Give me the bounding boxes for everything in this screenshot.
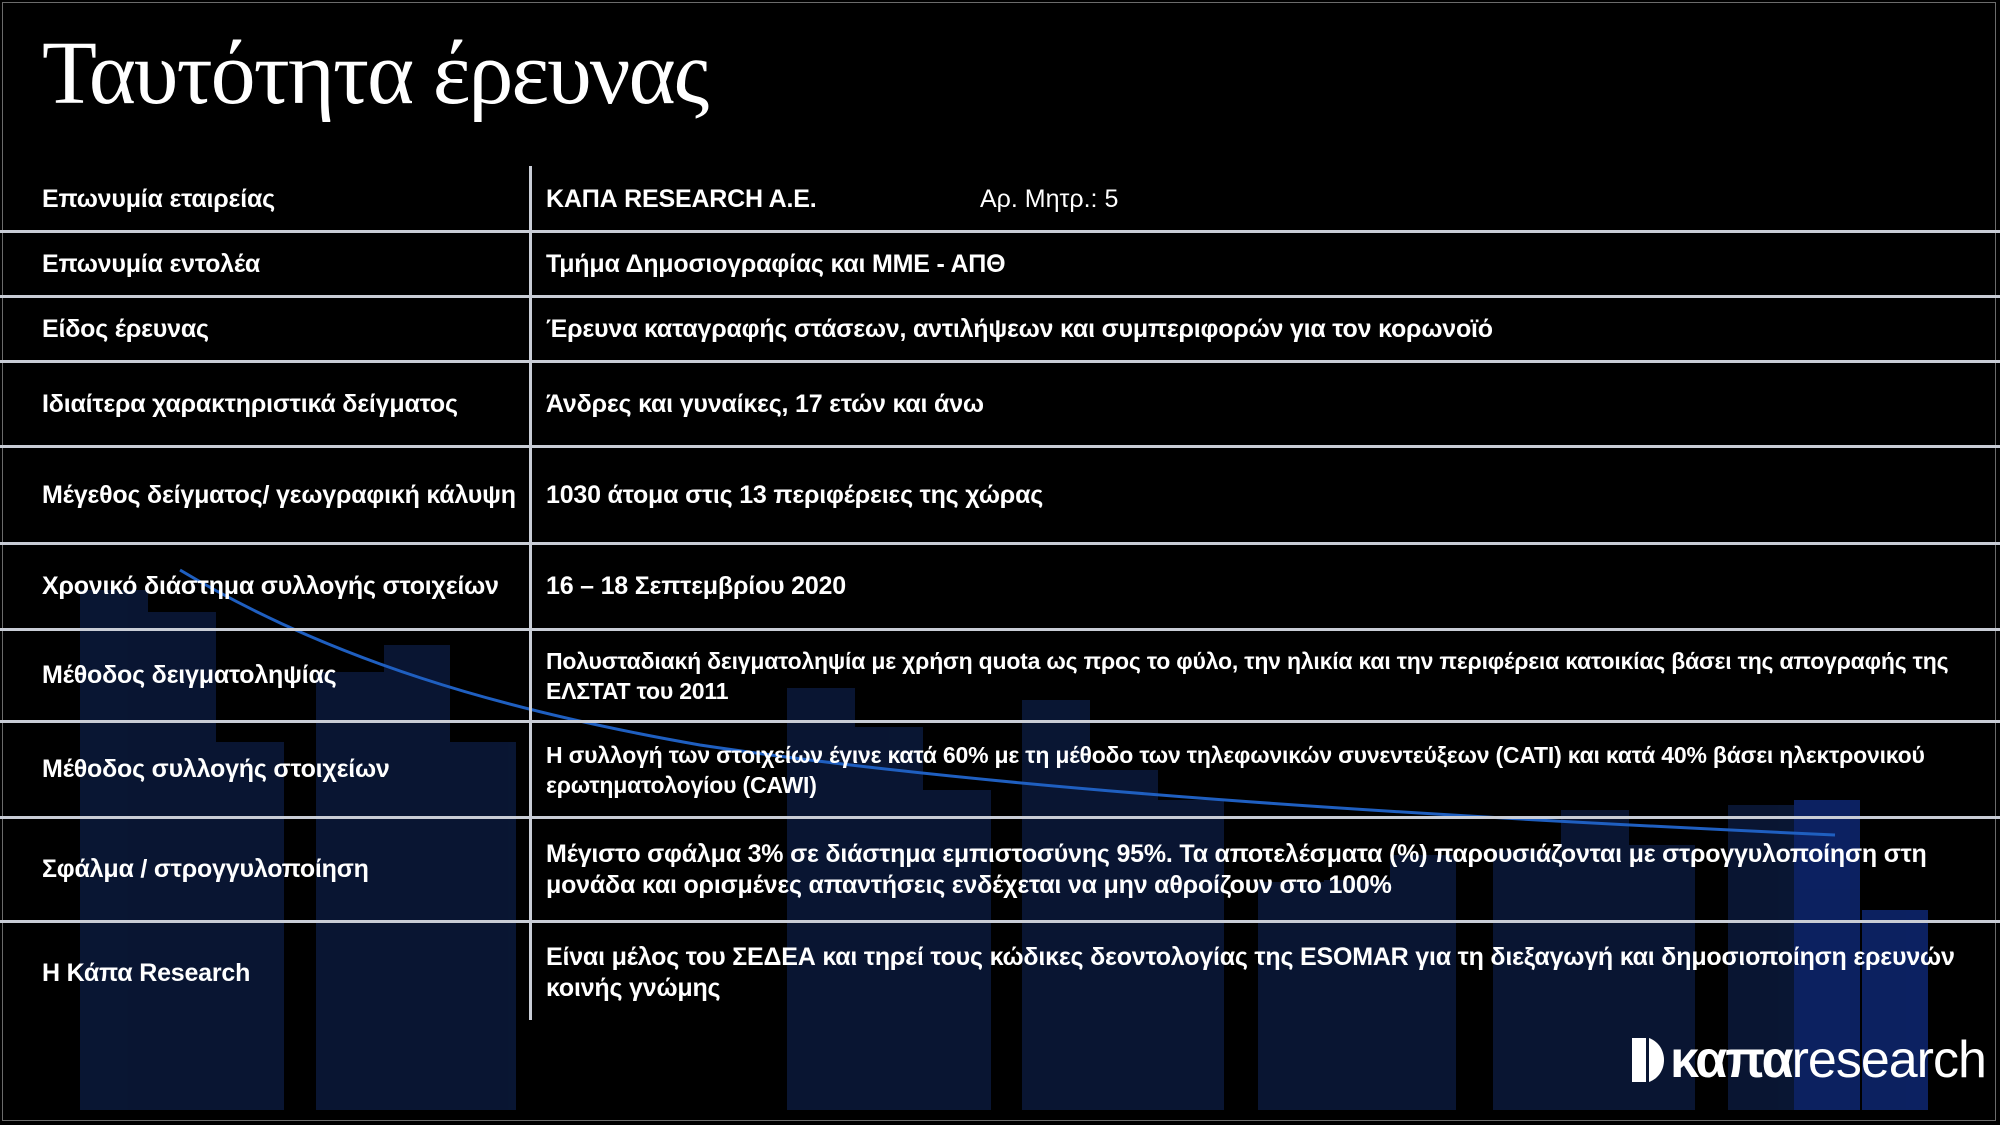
row-label: Μέθοδος δειγματοληψίας	[42, 661, 337, 689]
page-title: Ταυτότητα έρευνας	[42, 24, 708, 123]
row-label: Μέγεθος δείγματος/ γεωγραφική κάλυψη	[42, 480, 516, 509]
row-label: Μέθοδος συλλογής στοιχείων	[42, 755, 390, 783]
row-value: ΚΑΠΑ RESEARCH A.E.	[546, 184, 817, 213]
table-row	[0, 923, 2000, 1023]
table-row	[0, 631, 2000, 723]
logo-text-bold: καπα	[1670, 1031, 1792, 1089]
table-row	[0, 168, 2000, 233]
row-value: Πολυσταδιακή δειγματοληψία με χρήση quota ως προς το φύλο, την ηλικία και την περιφέρεια κατοικίας βάσει της απογραφής της ΕΛΣΤΑΤ του 2011	[546, 647, 1949, 704]
table-row	[0, 233, 2000, 298]
row-value: Μέγιστο σφάλμα 3% σε διάστημα εμπιστοσύνης 95%. Τα αποτελέσματα (%) παρουσιάζονται με στρογγυλοποίηση στη μονάδα και ορισμένες απαντήσεις ενδέχεται να μην αθροίζουν στο 100%	[546, 839, 1927, 899]
row-label: Επωνυμία εταιρείας	[42, 184, 275, 213]
table-row	[0, 448, 2000, 545]
row-value: 1030 άτομα στις 13 περιφέρειες της χώρας	[546, 480, 1044, 509]
table-row	[0, 819, 2000, 923]
row-value: Είναι μέλος του ΣΕΔΕΑ και τηρεί τους κώδικες δεοντολογίας της ESOMAR για τη διεξαγωγή και δημοσιοποίηση ερευνών κοινής γνώμης	[546, 943, 1955, 1002]
table-row	[0, 363, 2000, 448]
registry-number: Αρ. Μητρ.: 5	[980, 184, 1119, 213]
row-label: Η Κάπα Research	[42, 958, 251, 987]
row-value: Τμήμα Δημοσιογραφίας και ΜΜΕ - ΑΠΘ	[546, 249, 1006, 278]
row-value: 16 – 18 Σεπτεμβρίου 2020	[546, 572, 846, 600]
kapa-k-mark-icon	[1630, 1032, 1666, 1088]
table-row	[0, 298, 2000, 363]
table-row	[0, 723, 2000, 819]
table-row	[0, 545, 2000, 631]
kapa-research-logo	[1630, 1030, 1986, 1090]
row-label: Επωνυμία εντολέα	[42, 249, 261, 278]
row-value: Η συλλογή των στοιχείων έγινε κατά 60% με τη μέθοδο των τηλεφωνικών συνεντεύξεων (CATI) και κατά 40% βάσει ηλεκτρονικού ερωτηματολογίου (CAWI)	[546, 741, 1925, 798]
logo-text-light: research	[1791, 1031, 1986, 1089]
row-label: Ιδιαίτερα χαρακτηριστικά δείγματος	[42, 389, 458, 418]
row-label: Χρονικό διάστημα συλλογής στοιχείων	[42, 572, 499, 600]
row-value: Άνδρες και γυναίκες, 17 ετών και άνω	[546, 389, 984, 418]
row-label: Είδος έρευνας	[42, 314, 209, 343]
row-label: Σφάλμα / στρογγυλοποίηση	[42, 855, 369, 883]
row-value: Έρευνα καταγραφής στάσεων, αντιλήψεων και συμπεριφορών για τον κορωνοϊό	[546, 314, 1493, 343]
